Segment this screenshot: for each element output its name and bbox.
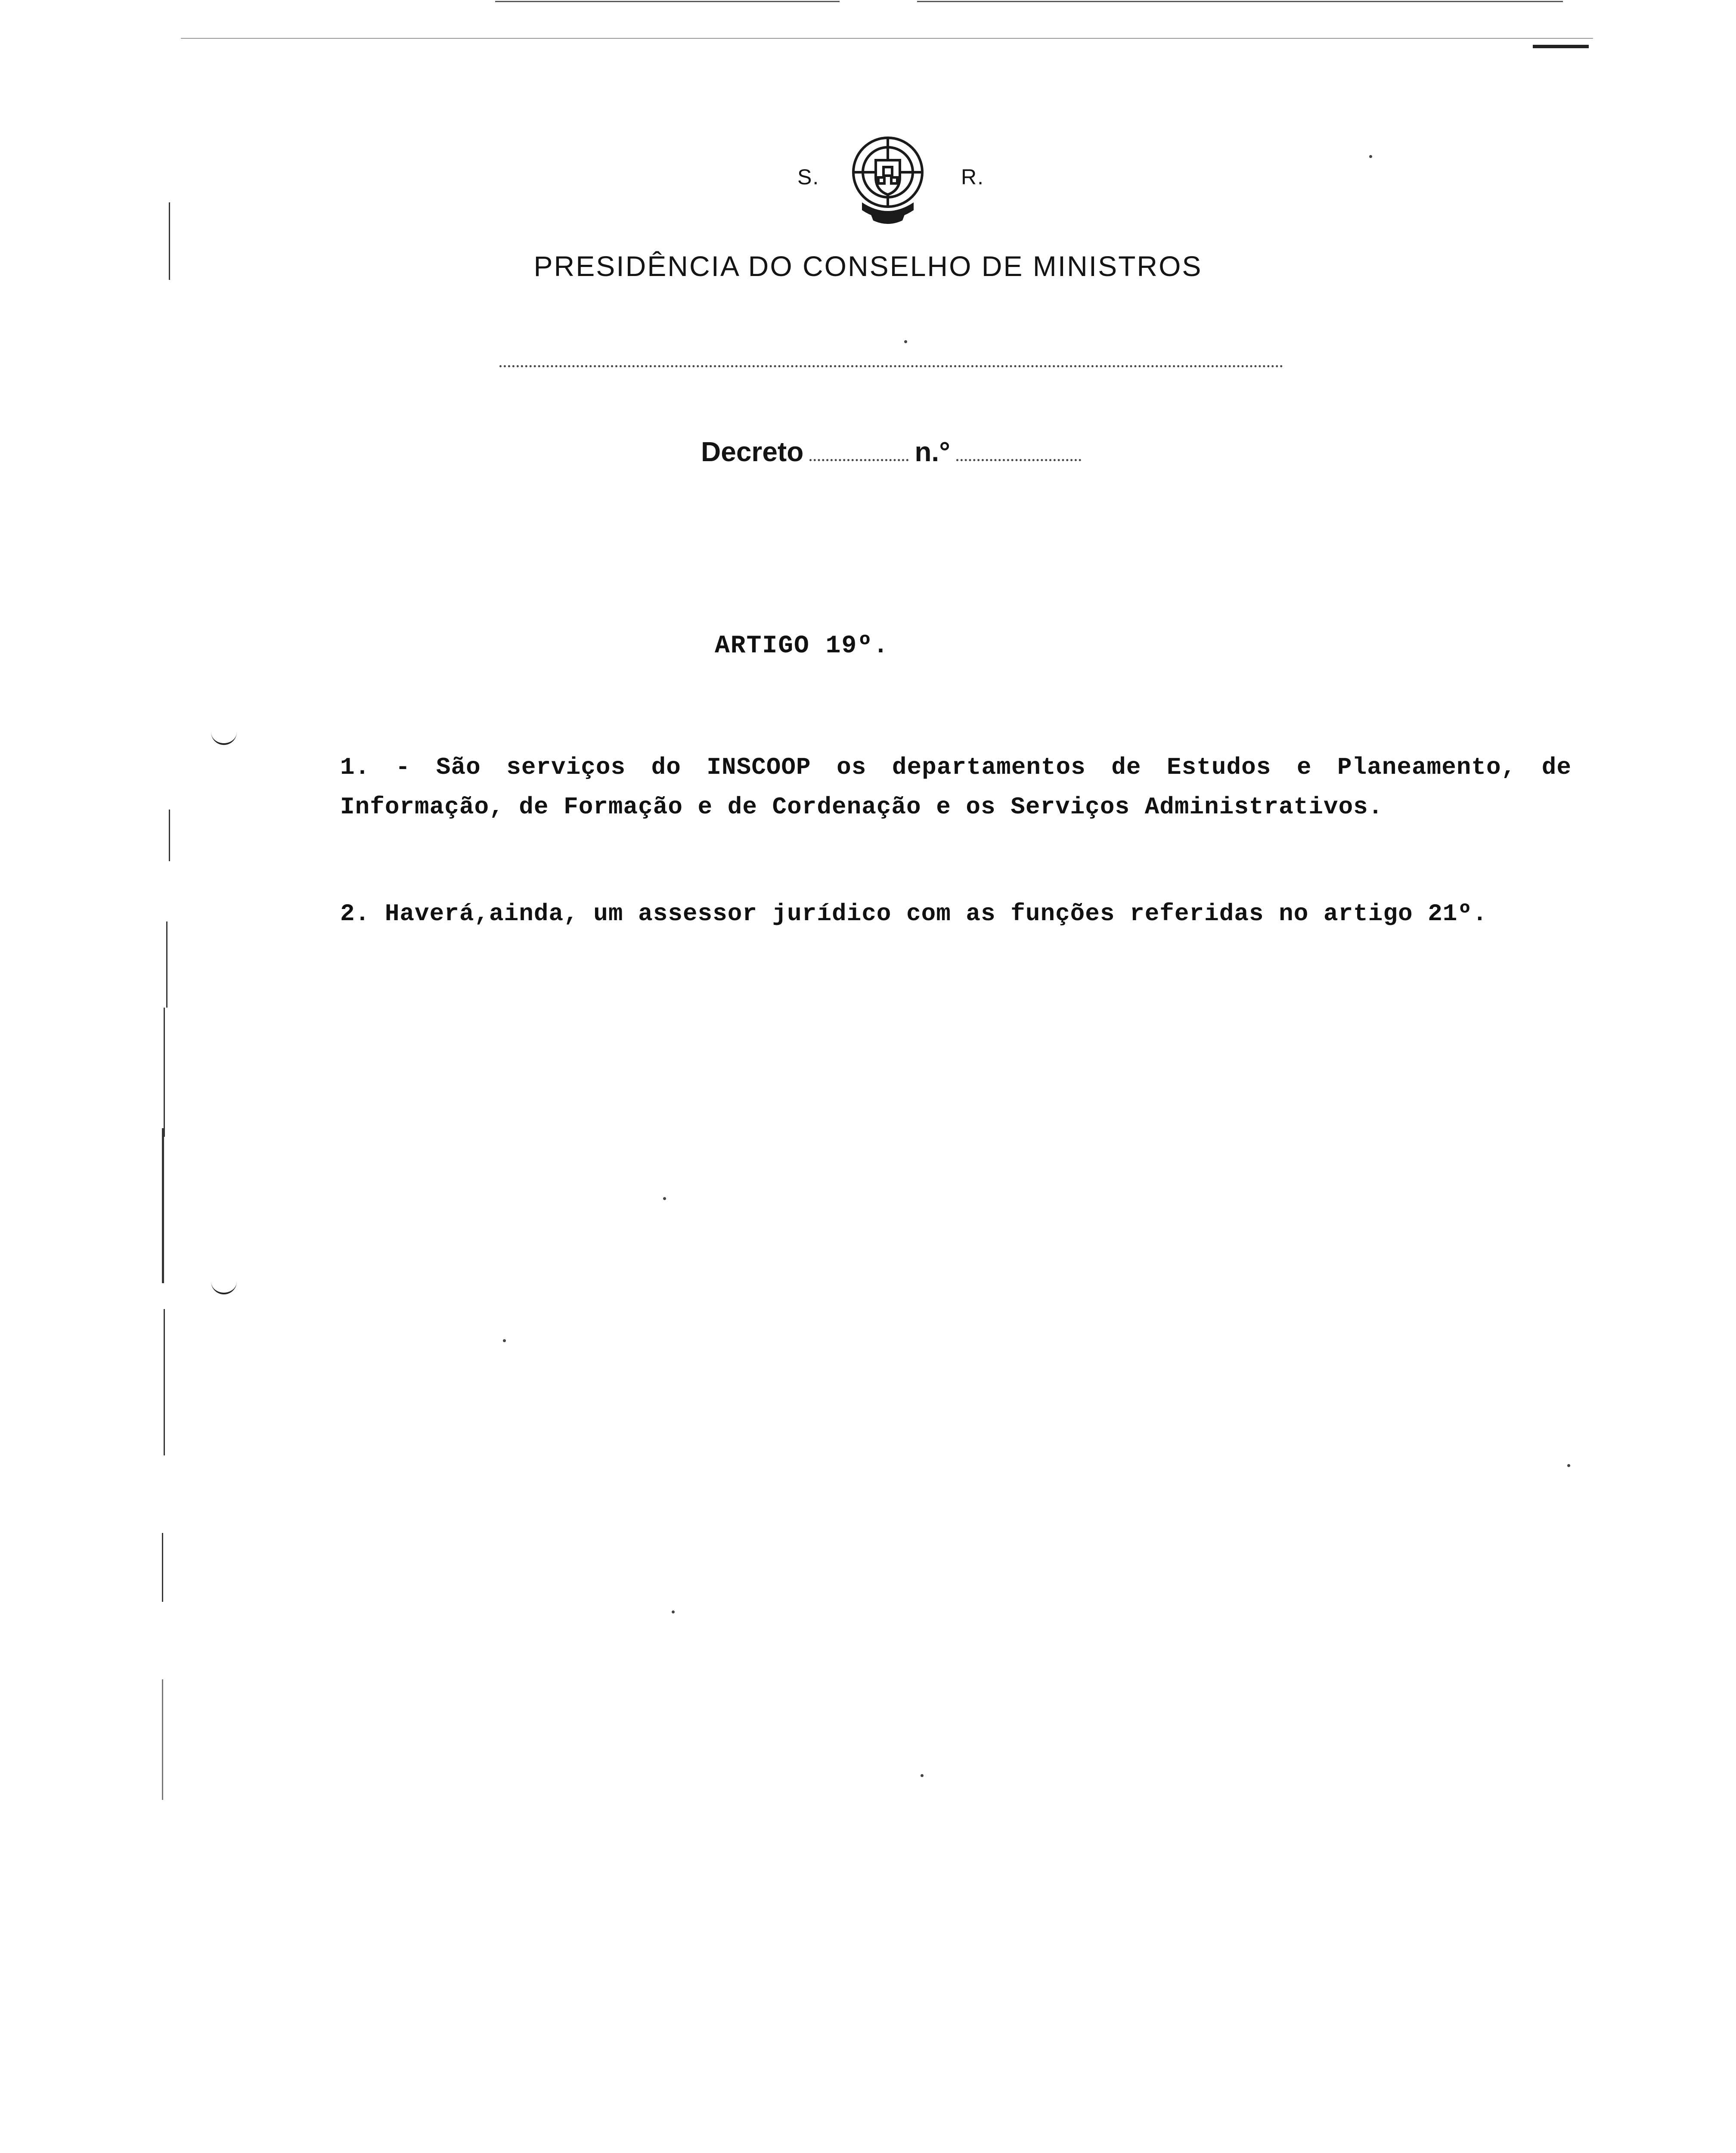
scan-speck bbox=[1369, 155, 1372, 158]
scan-speck bbox=[904, 340, 907, 343]
coat-of-arms-icon bbox=[845, 129, 931, 228]
decree-number-label: n.° bbox=[914, 436, 950, 467]
scan-speck bbox=[503, 1339, 506, 1342]
scan-artifact-top-corner bbox=[1533, 45, 1589, 48]
dotted-separator bbox=[499, 365, 1283, 367]
scan-artifact-top-rule bbox=[181, 38, 1593, 39]
decree-label: Decreto bbox=[701, 436, 804, 467]
binding-mark bbox=[162, 1679, 163, 1800]
binding-mark bbox=[169, 810, 170, 861]
letterhead-initial-r: R. bbox=[961, 165, 984, 189]
binding-mark bbox=[162, 1533, 163, 1602]
binding-mark bbox=[164, 1309, 165, 1455]
letterhead-initial-s: S. bbox=[797, 165, 820, 189]
article-heading: ARTIGO 19º. bbox=[715, 632, 889, 660]
binding-mark bbox=[166, 921, 167, 1008]
scan-speck bbox=[1567, 1464, 1570, 1467]
punch-hole-mark bbox=[211, 732, 237, 745]
binding-mark bbox=[164, 1008, 165, 1137]
decree-line bbox=[701, 436, 1087, 468]
article-paragraph-2: 2. Haverá,ainda, um assessor jurídico com as funções referidas no artigo 21º. bbox=[340, 900, 1488, 928]
decree-number-blank bbox=[956, 459, 1081, 461]
scan-artifact-top-left bbox=[495, 1, 840, 2]
scan-artifact-top-right bbox=[917, 1, 1563, 2]
scan-speck bbox=[663, 1197, 666, 1200]
binding-mark bbox=[162, 1128, 164, 1283]
issuing-office-title: PRESIDÊNCIA DO CONSELHO DE MINISTROS bbox=[533, 250, 1203, 282]
scan-speck bbox=[672, 1610, 675, 1613]
article-paragraph-1: 1. - São serviços do INSCOOP os departamentos de Estudos e Planeamento, de Informação, de Formação e de Cordenação e os Serviços Administrativos. bbox=[340, 754, 1572, 821]
punch-hole-mark bbox=[211, 1281, 237, 1294]
scan-speck bbox=[921, 1774, 924, 1777]
decree-type-blank bbox=[809, 459, 908, 461]
